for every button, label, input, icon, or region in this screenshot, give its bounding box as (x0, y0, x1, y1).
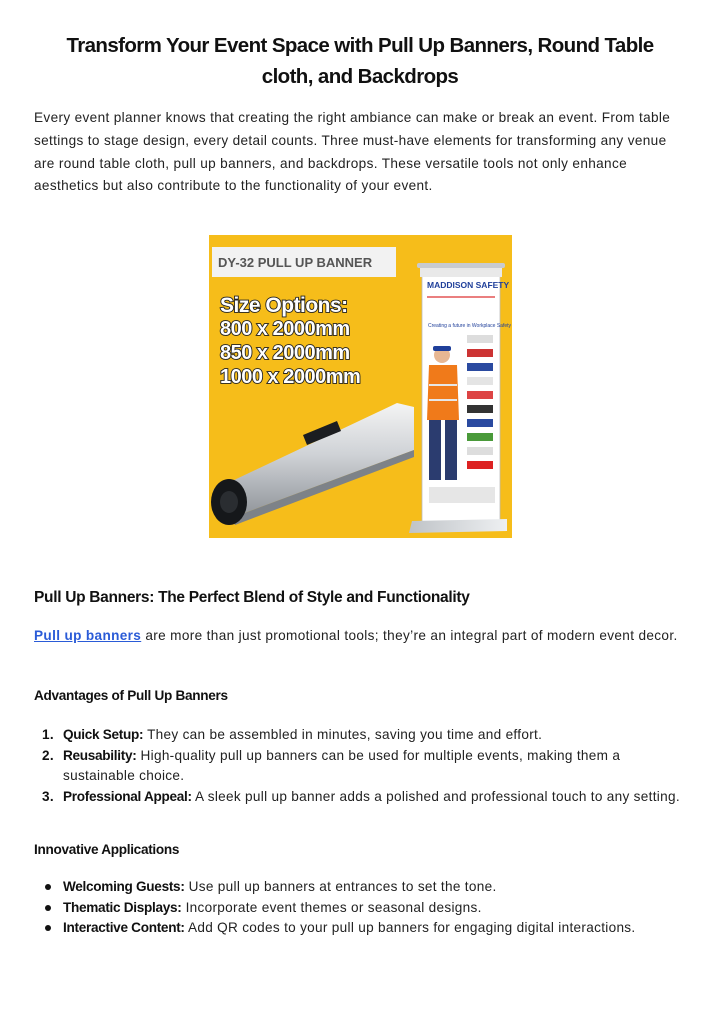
brand-tagline: Creating a future in Workplace Safety (428, 323, 512, 329)
pull-up-banner-image (209, 235, 512, 538)
banner-base (409, 519, 507, 533)
list-item (34, 918, 689, 939)
applications-heading: Innovative Applications (34, 842, 180, 857)
standing-banner (409, 263, 512, 533)
advantages-heading: Advantages of Pull Up Banners (34, 688, 228, 703)
applications-list (34, 877, 689, 939)
bullet-icon (45, 925, 51, 931)
page-title: Transform Your Event Space with Pull Up Banners, Round Table cloth, and Backdrops (66, 34, 654, 88)
item-label: Professional Appeal: (63, 788, 192, 804)
size-option-3: 1000 x 2000mm (220, 366, 361, 388)
item-text: They can be assembled in minutes, saving you time and effort. (143, 727, 543, 742)
list-item (34, 898, 689, 919)
list-item (34, 877, 689, 898)
bullet-icon (45, 905, 51, 911)
section-paragraph (34, 625, 684, 648)
advantages-list (34, 725, 689, 807)
banner-top-rail (417, 263, 505, 268)
item-label: Welcoming Guests: (63, 879, 185, 894)
item-text: Incorporate event themes or seasonal designs. (181, 899, 482, 915)
item-label: Quick Setup: (63, 727, 144, 742)
list-item (34, 725, 689, 746)
intro-paragraph: Every event planner knows that creating the right ambiance can make or break an event. From table settings to stage design, every detail counts. Three must-have elements for transforming any venue are round table cloth, pull up banners, and backdrops. These versatile tools not only enhance aesthetics but also contribute to the functionality of your event. (34, 110, 671, 194)
list-number: 3. (42, 788, 54, 804)
section-heading: Pull Up Banners: The Perfect Blend of Style and Functionality (34, 589, 470, 606)
section-paragraph-text: are more than just promotional tools; they’re an integral part of modern event decor. (141, 628, 678, 643)
model-label: DY-32 PULL UP BANNER (218, 255, 373, 270)
item-label: Reusability: (63, 747, 137, 763)
bullet-icon (45, 884, 51, 890)
item-label: Thematic Displays: (63, 899, 182, 915)
item-text: Use pull up banners at entrances to set the tone. (184, 879, 497, 894)
item-label: Interactive Content: (63, 920, 185, 935)
worker-vest (427, 365, 459, 420)
list-item (34, 787, 689, 808)
list-number: 2. (42, 747, 54, 763)
list-item (34, 746, 689, 787)
item-text: High-quality pull up banners can be used for multiple events, making them a sustainable choice. (63, 747, 621, 783)
brand-name: MADDISON SAFETY (427, 280, 510, 290)
list-number: 1. (42, 727, 54, 742)
item-text: A sleek pull up banner adds a polished and professional touch to any setting. (191, 788, 680, 804)
size-heading: Size Options: (220, 294, 348, 317)
pull-up-banners-link[interactable]: Pull up banners (34, 628, 142, 643)
item-text: Add QR codes to your pull up banners for engaging digital interactions. (184, 920, 636, 935)
size-option-1: 800 x 2000mm (220, 318, 350, 340)
size-option-2: 850 x 2000mm (220, 342, 350, 364)
